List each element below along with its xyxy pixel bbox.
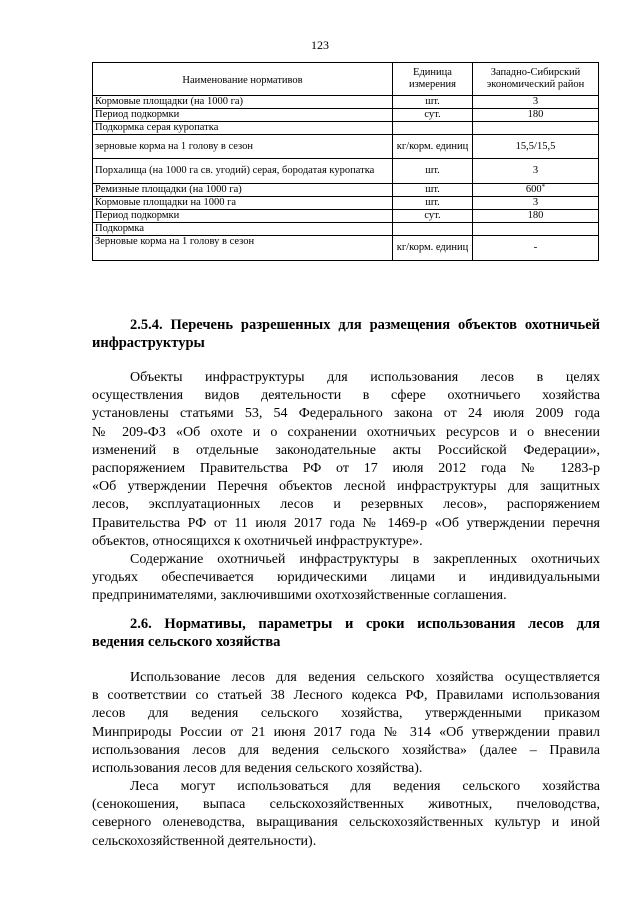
text-line: № 209-ФЗ «Об охоте и о сохранении охотничьих ресурсов и о внесении [92,424,600,440]
table-row [93,236,599,261]
row-name: Период подкормки [93,109,393,122]
row-value: 15,5/15,5 [473,135,599,159]
row-value: - [473,236,599,261]
text-line: Объекты инфраструктуры для использования лесов в целях [130,370,600,385]
paragraph-infrastructure-maintenance [92,551,600,606]
table-row [93,210,599,223]
text-line: распоряжением Правительства РФ от 17 июля 2012 года № 1283-р [92,461,600,477]
table-row [93,109,599,122]
row-unit: шт. [393,184,473,197]
text-line: Минприроды России от 21 июня 2017 года № 314 «Об утверждении правил [92,724,600,740]
row-unit: шт. [393,96,473,109]
paragraph-infrastructure-legal-basis [92,369,600,551]
norms-table [92,62,599,261]
row-value: 3 [473,96,599,109]
page-number: 123 [311,38,329,52]
text-line: Правительства РФ от 11 июля 2017 года № 1469-р «Об утверждении перечня [92,515,600,531]
paragraph-agriculture-uses [92,778,600,851]
table-row [93,184,599,197]
table-row [93,135,599,159]
row-value [473,223,599,236]
row-unit: шт. [393,197,473,210]
text-line: Содержание охотничьей инфраструктуры в закрепленных охотничьих [130,552,600,567]
table-row [93,159,599,184]
row-value [473,122,599,135]
text-line: объектов, относящихся к охотничьей инфраструктуре». [92,533,423,549]
section-heading-2-5-4 [92,316,600,352]
text-line: предпринимателями, заключившими охотхозяйственные соглашения. [92,588,507,604]
text-line: (сенокошения, выпаса сельскохозяйственных животных, пчеловодства, [92,797,600,813]
row-name: Подкормка серая куропатка [93,122,393,135]
header-unit: Единица измерения [393,63,473,96]
text-line: установлены статьями 53, 54 Федерального закона от 24 июля 2009 года [92,406,600,422]
row-value: 180 [473,210,599,223]
row-value: 3 [473,197,599,210]
section-heading-2-6 [92,615,600,651]
heading-line: 2.6. Нормативы, параметры и сроки использования лесов для [130,616,600,632]
table-row [93,197,599,210]
row-value: 3 [473,159,599,184]
row-name: Период подкормки [93,210,393,223]
row-value: 180 [473,109,599,122]
footnote-marker: * [541,183,546,192]
row-name: Порхалища (на 1000 га св. угодий) серая, бородатая куропатка [93,159,393,184]
row-unit: кг/корм. единиц [393,236,473,261]
heading-line: инфраструктуры [92,335,205,351]
text-line: изменений в отдельные законодательные акты Российской Федерации», [92,442,600,458]
text-line: «Об утверждении Перечня объектов лесной инфраструктуры для защитных [92,479,600,495]
text-line: Использование лесов для ведения сельского хозяйства осуществляется [130,670,600,685]
text-line: осуществления видов деятельности в сфере охотничьего хозяйства [92,388,600,404]
text-line: в соответствии со статьей 38 Лесного кодекса РФ, Правилами использования [92,688,600,704]
text-line: северного оленеводства, выращивания сельскохозяйственных культур и иной [92,815,600,831]
text-line: лесов, эксплуатационных лесов и резервных лесов», распоряжением [92,497,600,513]
text-line: сельскохозяйственной деятельности). [92,833,317,849]
header-name: Наименование нормативов [93,63,393,96]
heading-line: 2.5.4. Перечень разрешенных для размещения объектов охотничьей [130,317,600,333]
heading-line: ведения сельского хозяйства [92,634,281,650]
row-unit: кг/корм. единиц [393,135,473,159]
row-unit [393,223,473,236]
row-value-number: 600 [525,184,542,196]
text-line: использования лесов для ведения сельского хозяйства» (далее – Правила [92,742,600,758]
row-name: Кормовые площадки на 1000 га [93,197,393,210]
row-name: Ремизные площадки (на 1000 га) [93,184,393,197]
row-name: Кормовые площадки (на 1000 га) [93,96,393,109]
text-line: угодьях обеспечивается юридическими лицами и индивидуальными [92,570,600,586]
header-region: Западно-Сибирский экономический район [473,63,599,96]
text-line: использования лесов для ведения сельского хозяйства). [92,761,423,777]
row-unit: сут. [393,109,473,122]
row-unit: сут. [393,210,473,223]
table-row [93,96,599,109]
row-value [473,184,599,197]
table-header-row [93,63,599,96]
row-name: зерновые корма на 1 голову в сезон [93,135,393,159]
row-name: Зерновые корма на 1 голову в сезон [93,236,393,261]
table-row [93,122,599,135]
text-line: Леса могут использоваться для ведения сельского хозяйства [130,779,600,794]
paragraph-agriculture-legal-basis [92,669,600,778]
row-unit: шт. [393,159,473,184]
text-line: лесов для ведения сельского хозяйства, утвержденными приказом [92,706,600,722]
row-unit [393,122,473,135]
table-row [93,223,599,236]
row-name: Подкормка [93,223,393,236]
